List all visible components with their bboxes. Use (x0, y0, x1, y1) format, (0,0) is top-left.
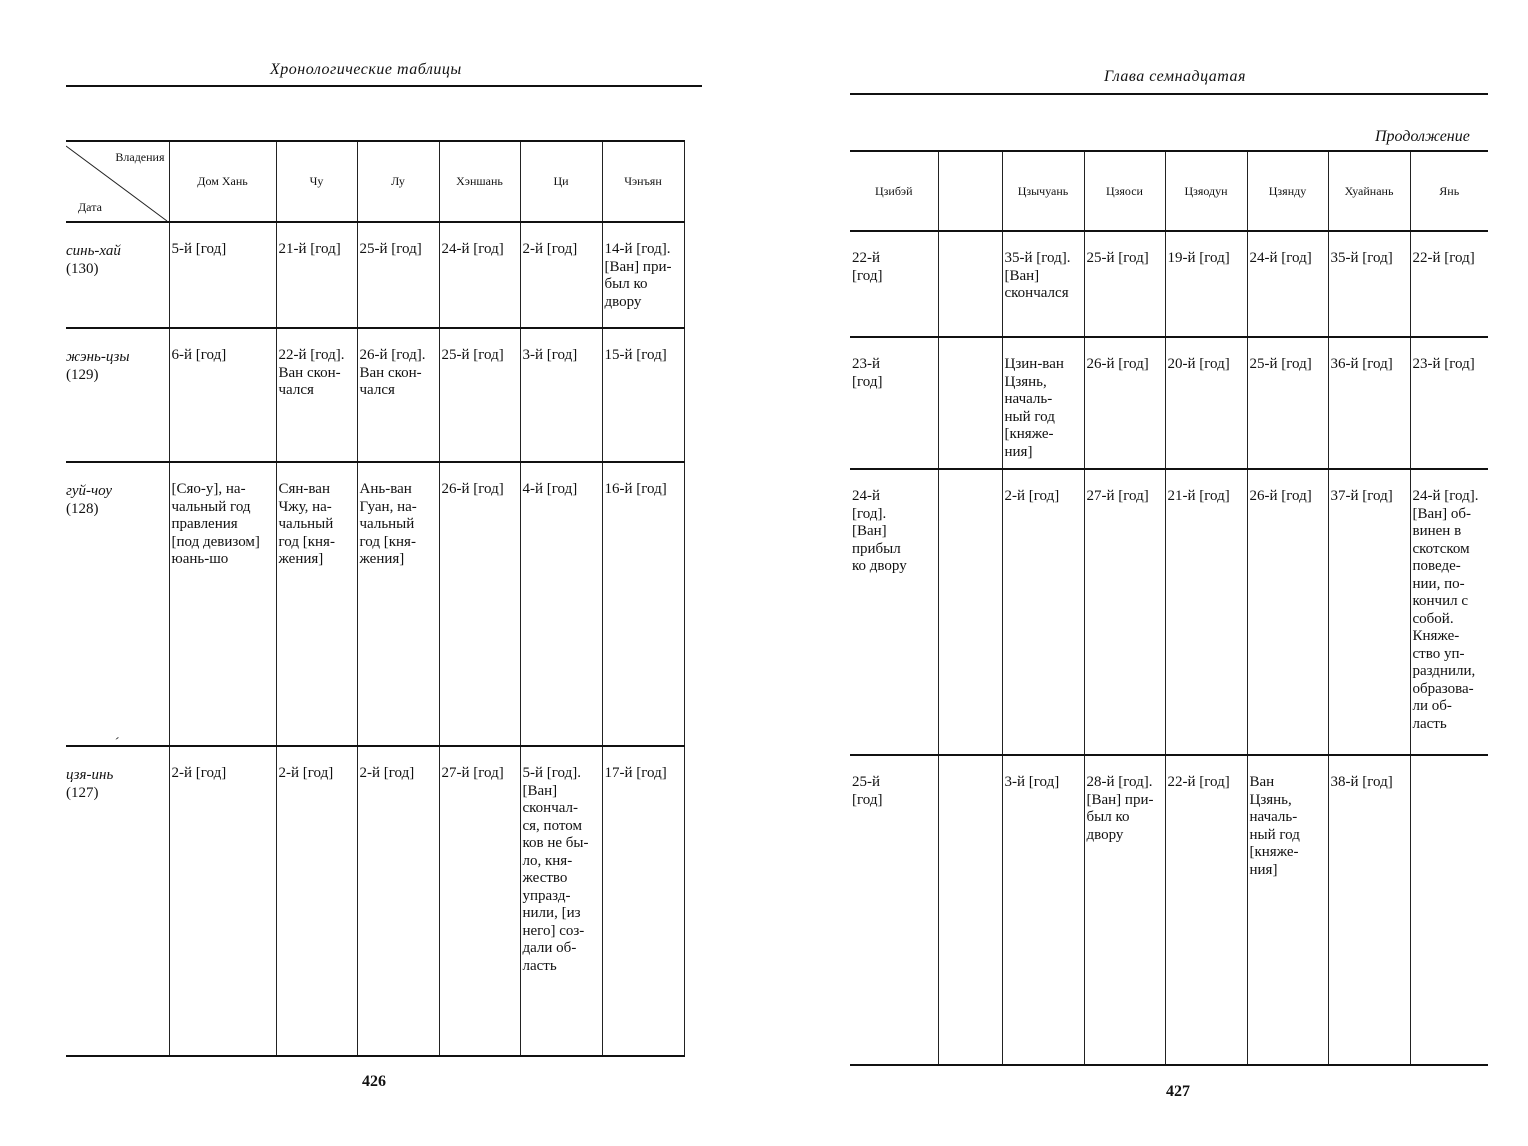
table-cell: 22-й [год] (1410, 231, 1488, 337)
table-cell: 6-й [год] (169, 328, 276, 462)
running-head: Хронологические таблицы (270, 61, 462, 78)
table-cell (1410, 755, 1488, 1065)
column-header: Янь (1410, 151, 1488, 231)
table-cell (938, 469, 1002, 755)
table-cell: 2-й [год] (1002, 469, 1084, 755)
table-cell: Цзин-ван Цзянь, началь- ный год [княже- ния] (1002, 337, 1084, 469)
table-cell: Сян-ван Чжу, на- чальный год [кня- жения] (276, 462, 357, 746)
date-year: (130) (66, 260, 99, 277)
table-cell: [Сяо-у], на- чальный год правления [под девизом] юань-шо (169, 462, 276, 746)
head-rule (850, 93, 1488, 95)
table-cell: 5-й [год] (169, 222, 276, 328)
table-cell: 35-й [год] (1328, 231, 1410, 337)
table-cell: 35-й [год]. [Ван] скончался (1002, 231, 1084, 337)
table-cell: 22-й [год] (850, 231, 938, 337)
table-cell (938, 337, 1002, 469)
table-cell: 21-й [год] (276, 222, 357, 328)
table-cell: 26-й [год] (1084, 337, 1165, 469)
right-page (764, 0, 1528, 1146)
column-header: Цзибэй (850, 151, 938, 231)
column-header (938, 151, 1002, 231)
column-header: Чу (276, 141, 357, 222)
table-cell: 2-й [год] (169, 746, 276, 1056)
table-cell (938, 231, 1002, 337)
table-cell: 24-й [год] (1247, 231, 1328, 337)
table-cell: 36-й [год] (1328, 337, 1410, 469)
table-cell: 15-й [год] (602, 328, 684, 462)
table-row (66, 462, 684, 746)
table-cell: 25-й [год] (1084, 231, 1165, 337)
table-cell: 26-й [год]. Ван скон- чался (357, 328, 439, 462)
date-label: синь-хай (66, 243, 121, 259)
table-cell: 3-й [год] (1002, 755, 1084, 1065)
table-cell: 24-й [год]. [Ван] об- винен в скотском поведе- нии, по- кончил с собой. Княже- ство уп- разднили, образова- ли об- ласть (1410, 469, 1488, 755)
table-row (66, 328, 684, 462)
table-cell: 25-й [год] (439, 328, 520, 462)
table-cell: 14-й [год]. [Ван] при- был ко двору (602, 222, 684, 328)
table-cell: 20-й [год] (1165, 337, 1247, 469)
table-cell: 4-й [год] (520, 462, 602, 746)
date-year: (128) (66, 500, 99, 517)
table-row (66, 746, 684, 1056)
table-cell: 2-й [год] (357, 746, 439, 1056)
table-cell: 2-й [год] (276, 746, 357, 1056)
table-cell: 23-й [год] (850, 337, 938, 469)
table-cell: 21-й [год] (1165, 469, 1247, 755)
table-cell: 22-й [год] (1165, 755, 1247, 1065)
table-cell: 27-й [год] (439, 746, 520, 1056)
stray-mark: ´ (114, 736, 119, 751)
date-year: (127) (66, 784, 99, 801)
table-cell: 24-й [год]. [Ван] прибыл ко двору (850, 469, 938, 755)
table-cell: 25-й [год] (850, 755, 938, 1065)
column-header: Дом Хань (169, 141, 276, 222)
column-header: Хэншань (439, 141, 520, 222)
chronology-table (66, 140, 685, 1057)
table-row (850, 231, 1488, 337)
date-year: (129) (66, 366, 99, 383)
continuation-label: Продолжение (1375, 128, 1470, 145)
running-head: Глава семнадцатая (1104, 68, 1246, 85)
column-header: Цзычуань (1002, 151, 1084, 231)
date-cell (66, 736, 169, 1056)
table-row (850, 337, 1488, 469)
date-label: цзя-инь (66, 767, 114, 783)
column-header: Цзянду (1247, 151, 1328, 231)
corner-label-bottom: Дата (78, 200, 102, 214)
table-row (850, 469, 1488, 755)
table-cell: 28-й [год]. [Ван] при- был ко двору (1084, 755, 1165, 1065)
corner-header (66, 141, 169, 222)
column-header: Ци (520, 141, 602, 222)
table-row (66, 222, 684, 328)
head-rule (66, 85, 702, 87)
table-cell: Ван Цзянь, началь- ный год [княже- ния] (1247, 755, 1328, 1065)
table-cell: 3-й [год] (520, 328, 602, 462)
page-number: 427 (1166, 1083, 1190, 1100)
column-header: Хуайнань (1328, 151, 1410, 231)
table-cell: 2-й [год] (520, 222, 602, 328)
column-header: Лу (357, 141, 439, 222)
date-cell (66, 462, 169, 746)
date-cell (66, 222, 169, 328)
table-cell: 17-й [год] (602, 746, 684, 1056)
column-header: Цзяодун (1165, 151, 1247, 231)
table-cell (938, 755, 1002, 1065)
date-label: гуй-чоу (66, 483, 113, 499)
table-cell: 27-й [год] (1084, 469, 1165, 755)
table-cell: 23-й [год] (1410, 337, 1488, 469)
table-cell: 5-й [год]. [Ван] скончал- ся, потом ков не бы- ло, кня- жество упразд- нили, [из него] соз- дали об- ласть (520, 746, 602, 1056)
table-cell: 26-й [год] (1247, 469, 1328, 755)
table-row (850, 755, 1488, 1065)
date-label: жэнь-цзы (66, 349, 130, 365)
table-cell: 24-й [год] (439, 222, 520, 328)
corner-label-top: Владения (115, 150, 165, 164)
table-cell: 38-й [год] (1328, 755, 1410, 1065)
table-cell: 25-й [год] (357, 222, 439, 328)
chronology-table (850, 150, 1488, 1066)
column-header: Цзяоси (1084, 151, 1165, 231)
page-number: 426 (362, 1073, 386, 1090)
table-cell: 22-й [год]. Ван скон- чался (276, 328, 357, 462)
table-cell: 19-й [год] (1165, 231, 1247, 337)
table-cell: 16-й [год] (602, 462, 684, 746)
column-header: Чэнъян (602, 141, 684, 222)
date-cell (66, 328, 169, 462)
table-cell: 25-й [год] (1247, 337, 1328, 469)
table-cell: Ань-ван Гуан, на- чальный год [кня- жения] (357, 462, 439, 746)
table-cell: 26-й [год] (439, 462, 520, 746)
table-cell: 37-й [год] (1328, 469, 1410, 755)
